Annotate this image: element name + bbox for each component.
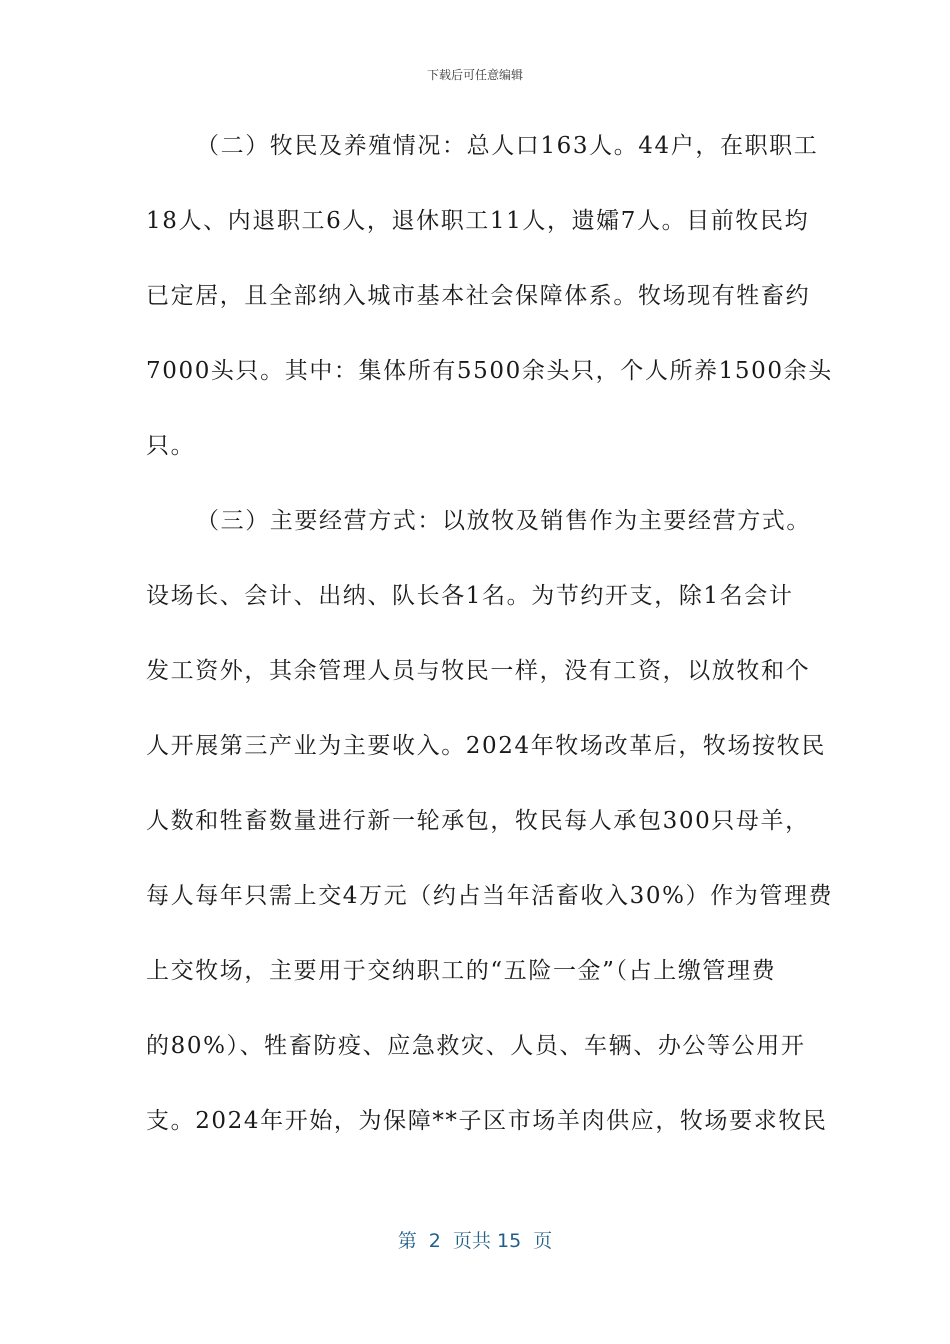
paragraph-line: 已定居，且全部纳入城市基本社会保障体系。牧场现有牲畜约 (146, 283, 811, 309)
paragraph-line: 7000头只。其中：集体所有5500余头只，个人所养1500余头 (146, 358, 833, 384)
paragraph-line: （二）牧民及养殖情况：总人口163人。44户，在职职工 (196, 133, 819, 159)
paragraph-line: 发工资外，其余管理人员与牧民一样，没有工资，以放牧和个 (146, 658, 811, 684)
paragraph-line: 支。2024年开始，为保障**子区市场羊肉供应，牧场要求牧民 (146, 1108, 828, 1134)
paragraph-line: 设场长、会计、出纳、队长各1名。为节约开支，除1名会计 (146, 583, 794, 609)
paragraph-line: 只。 (146, 433, 196, 459)
paragraph-line: 上交牧场，主要用于交纳职工的“五险一金”（占上缴管理费 (146, 958, 777, 984)
paragraph-line: 的80%）、牲畜防疫、应急救灾、人员、车辆、办公等公用开 (146, 1033, 806, 1059)
paragraph-line: 18人、内退职工6人，退休职工11人，遗孀7人。目前牧民均 (146, 208, 810, 234)
paragraph-line: 每人每年只需上交4万元（约占当年活畜收入30%）作为管理费 (146, 883, 834, 909)
page-header: 下载后可任意编辑 (426, 68, 523, 82)
paragraph-line: （三）主要经营方式：以放牧及销售作为主要经营方式。 (196, 508, 811, 534)
body-text (146, 124, 834, 1174)
paragraph-line: 人开展第三产业为主要收入。2024年牧场改革后，牧场按牧民 (146, 733, 826, 759)
page-number-footer: 第 2 页共 15 页 (397, 1230, 553, 1252)
paragraph-line: 人数和牲畜数量进行新一轮承包，牧民每人承包300只母羊， (146, 808, 810, 834)
